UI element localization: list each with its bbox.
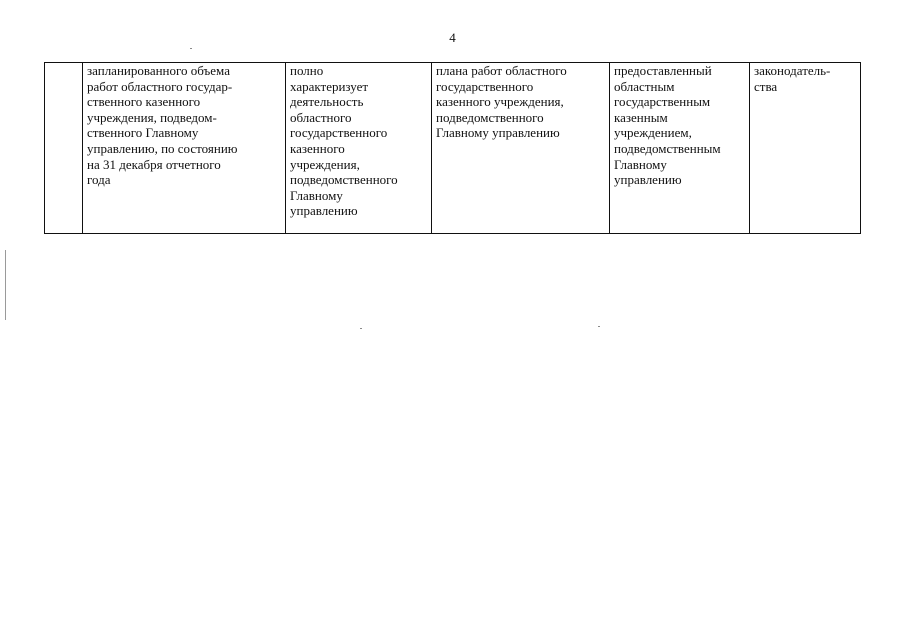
cell-text: предоставленный областным государственным казенным учреждением, подведомственным Главному управлению xyxy=(614,63,721,188)
cell-text: законодатель- ства xyxy=(754,63,831,94)
table-cell-provided xyxy=(610,63,750,234)
page-number: 4 xyxy=(449,30,456,45)
table-cell-number xyxy=(45,63,83,234)
cell-text: плана работ областного государственного казенного учреждения, подведомственного Главному управлению xyxy=(436,63,567,141)
table-cell-indicator xyxy=(83,63,286,234)
cell-text: полно характеризует деятельность областного государственного казенного учреждения, подведомственного Главному управлению xyxy=(290,63,398,219)
table-cell-plan xyxy=(432,63,610,234)
scan-speck xyxy=(598,326,600,327)
scan-speck xyxy=(190,48,192,49)
scan-margin-line xyxy=(5,250,6,320)
table-row xyxy=(45,63,861,234)
cell-text: запланированного объема работ областного государ- ственного казенного учреждения, подведом- ственного Главному управлению, по состоянию на 31 декабря отчетного года xyxy=(87,63,238,188)
table-cell-characteristic xyxy=(286,63,432,234)
scan-speck xyxy=(360,328,362,329)
document-table xyxy=(44,62,861,234)
table-cell-legislation xyxy=(750,63,861,234)
